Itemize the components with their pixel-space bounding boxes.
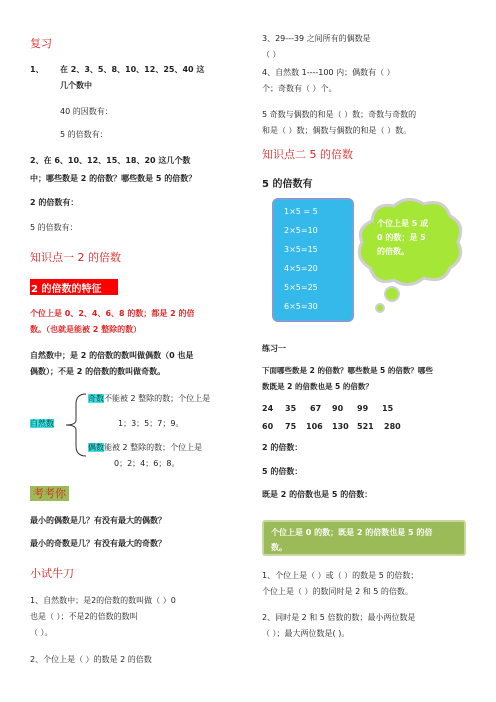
natural-line2: 偶数）；不是 2 的倍数的数叫做奇数。 — [30, 367, 166, 376]
even-line — [88, 442, 202, 454]
answer-multiples-of-both: 既是 2 的倍数也是 5 的倍数： — [262, 490, 373, 499]
odd-digits: 1；3；5；7；9。 — [118, 419, 184, 428]
test-q1: 最小的偶数是几？有没有最大的偶数？ — [30, 516, 166, 525]
tree-brace — [62, 392, 88, 458]
number-cell: 99 — [357, 404, 369, 413]
exercise1-line1: 1、个位上是（ ）或（ ）的数是 5 的倍数； — [262, 571, 419, 580]
try2: 2、个位上是（ ）的数是 2 的倍数 — [30, 655, 152, 664]
feature-line2: 数。（也就是能被 2 整除的数） — [30, 325, 142, 334]
r5-line1: 5 奇数与偶数的和是（ ）数；奇数与奇数的 — [262, 110, 417, 119]
q1-line2: 几个数中 — [60, 81, 92, 90]
r3-line2: （ ） — [262, 50, 281, 59]
calc-line: 6×5=30 — [284, 302, 318, 311]
number-cell: 15 — [382, 404, 394, 413]
number-cell: 24 — [262, 404, 274, 413]
natural-line1: 自然数中；是 2 的倍数的数叫做偶数（0 也是 — [30, 351, 194, 360]
calc-line: 2×5=10 — [284, 226, 318, 235]
number-cell: 106 — [306, 422, 323, 431]
number-cell: 90 — [332, 404, 344, 413]
bubble-line2: 0 的数；是 5 — [377, 233, 426, 242]
calc-line: 4×5=20 — [284, 264, 318, 273]
q1-answer-b: 5 的倍数有： — [60, 130, 108, 139]
even-highlight: 偶数 — [88, 443, 104, 452]
odd-line — [88, 393, 210, 405]
knowledge-point-1-title: 知识点一 2 的倍数 — [30, 251, 121, 264]
try-title: 小试牛刀 — [30, 567, 74, 580]
rule-note-box — [262, 520, 466, 556]
odd-definition: 不能被 2 整除的数；个位上是 — [104, 394, 211, 403]
even-definition: 能被 2 整除的数；个位上是 — [104, 443, 203, 452]
thought-bubble — [352, 196, 467, 321]
q2-line1: 2、在 6、10、12、15、18、20 这几个数 — [30, 156, 191, 165]
multiples-of-5-title: 5 的倍数有 — [262, 179, 313, 190]
q1-line1: 在 2、3、5、8、10、12、25、40 这 — [60, 65, 205, 74]
number-cell: 35 — [285, 404, 297, 413]
practice-title: 练习一 — [262, 344, 286, 353]
answer-multiples-of-5: 5 的倍数： — [262, 467, 303, 476]
q1-number: 1、 — [30, 65, 44, 74]
feature-title: 2 的倍数的特征 — [31, 284, 102, 295]
number-cell: 280 — [384, 422, 401, 431]
number-cell: 521 — [357, 422, 374, 431]
calc-line: 1×5 = 5 — [284, 207, 318, 216]
review-title: 复习 — [30, 37, 52, 50]
r5-line2: 和是（ ）数；偶数与偶数的和是（ ）数。 — [262, 126, 412, 135]
exercise2-line1: 2、同时是 2 和 5 倍数的数；最小两位数是 — [262, 613, 416, 622]
feature-line1: 个位上是 0、2、4、6、8 的数；都是 2 的倍 — [30, 309, 195, 318]
bubble-line1: 个位上是 5 或 — [377, 219, 429, 228]
bubble-line3: 的倍数。 — [377, 247, 409, 256]
try1-line1: 1、自然数中；是2的倍数的数叫做（ ）0 — [30, 596, 176, 605]
calc-line: 5×5=25 — [284, 283, 318, 292]
knowledge-point-2-title: 知识点二 5 的倍数 — [262, 148, 353, 161]
q2-answer-a: 2 的倍数有： — [30, 198, 79, 207]
note-line1: 个位上是 0 的数；既是 2 的倍数也是 5 的倍 — [271, 528, 433, 537]
odd-highlight: 奇数 — [88, 394, 104, 403]
number-cell: 75 — [285, 422, 297, 431]
q2-line2: 中；哪些数是 2 的倍数？哪些数是 5 的倍数？ — [30, 174, 197, 183]
test-title-text: 考考你 — [30, 486, 69, 501]
exercise1-line2: 个位上是（ ）的数同时是 2 和 5 的倍数。 — [262, 587, 413, 596]
practice-line1: 下面哪些数是 2 的倍数？哪些数是 5 的倍数？哪些 — [262, 366, 433, 375]
r3-line1: 3、29---39 之间所有的偶数是 — [262, 34, 371, 43]
multiplication-box — [272, 198, 354, 322]
tree-root-label — [30, 418, 54, 430]
try1-line2: 也是（ ）；不是2的倍数的数叫 — [30, 612, 138, 621]
number-cell: 60 — [262, 422, 274, 431]
test-title — [30, 485, 69, 501]
q1-answer-a: 40 的因数有： — [60, 107, 113, 116]
q2-answer-b: 5 的倍数有： — [30, 223, 78, 232]
exercise2-line2: （ ）；最大两位数是( )。 — [262, 629, 350, 638]
number-cell: 130 — [332, 422, 349, 431]
practice-line2: 数既是 2 的倍数也是 5 的倍数？ — [262, 382, 373, 391]
answer-multiples-of-2: 2 的倍数： — [262, 443, 303, 452]
test-q2: 最小的奇数是几？有没有最大的奇数？ — [30, 539, 166, 548]
note-line2: 数。 — [271, 543, 287, 552]
tree-root-highlight: 自然数 — [30, 419, 54, 428]
calc-line: 3×5=15 — [284, 245, 318, 254]
even-digits: 0；2；4；6；8。 — [114, 459, 180, 468]
r4-line1: 4、自然数 1----100 内；偶数有（ ） — [262, 68, 395, 77]
number-cell: 67 — [310, 404, 322, 413]
try1-line3: （ ）。 — [30, 628, 53, 637]
r4-line2: 个；奇数有（ ）个。 — [262, 84, 337, 93]
